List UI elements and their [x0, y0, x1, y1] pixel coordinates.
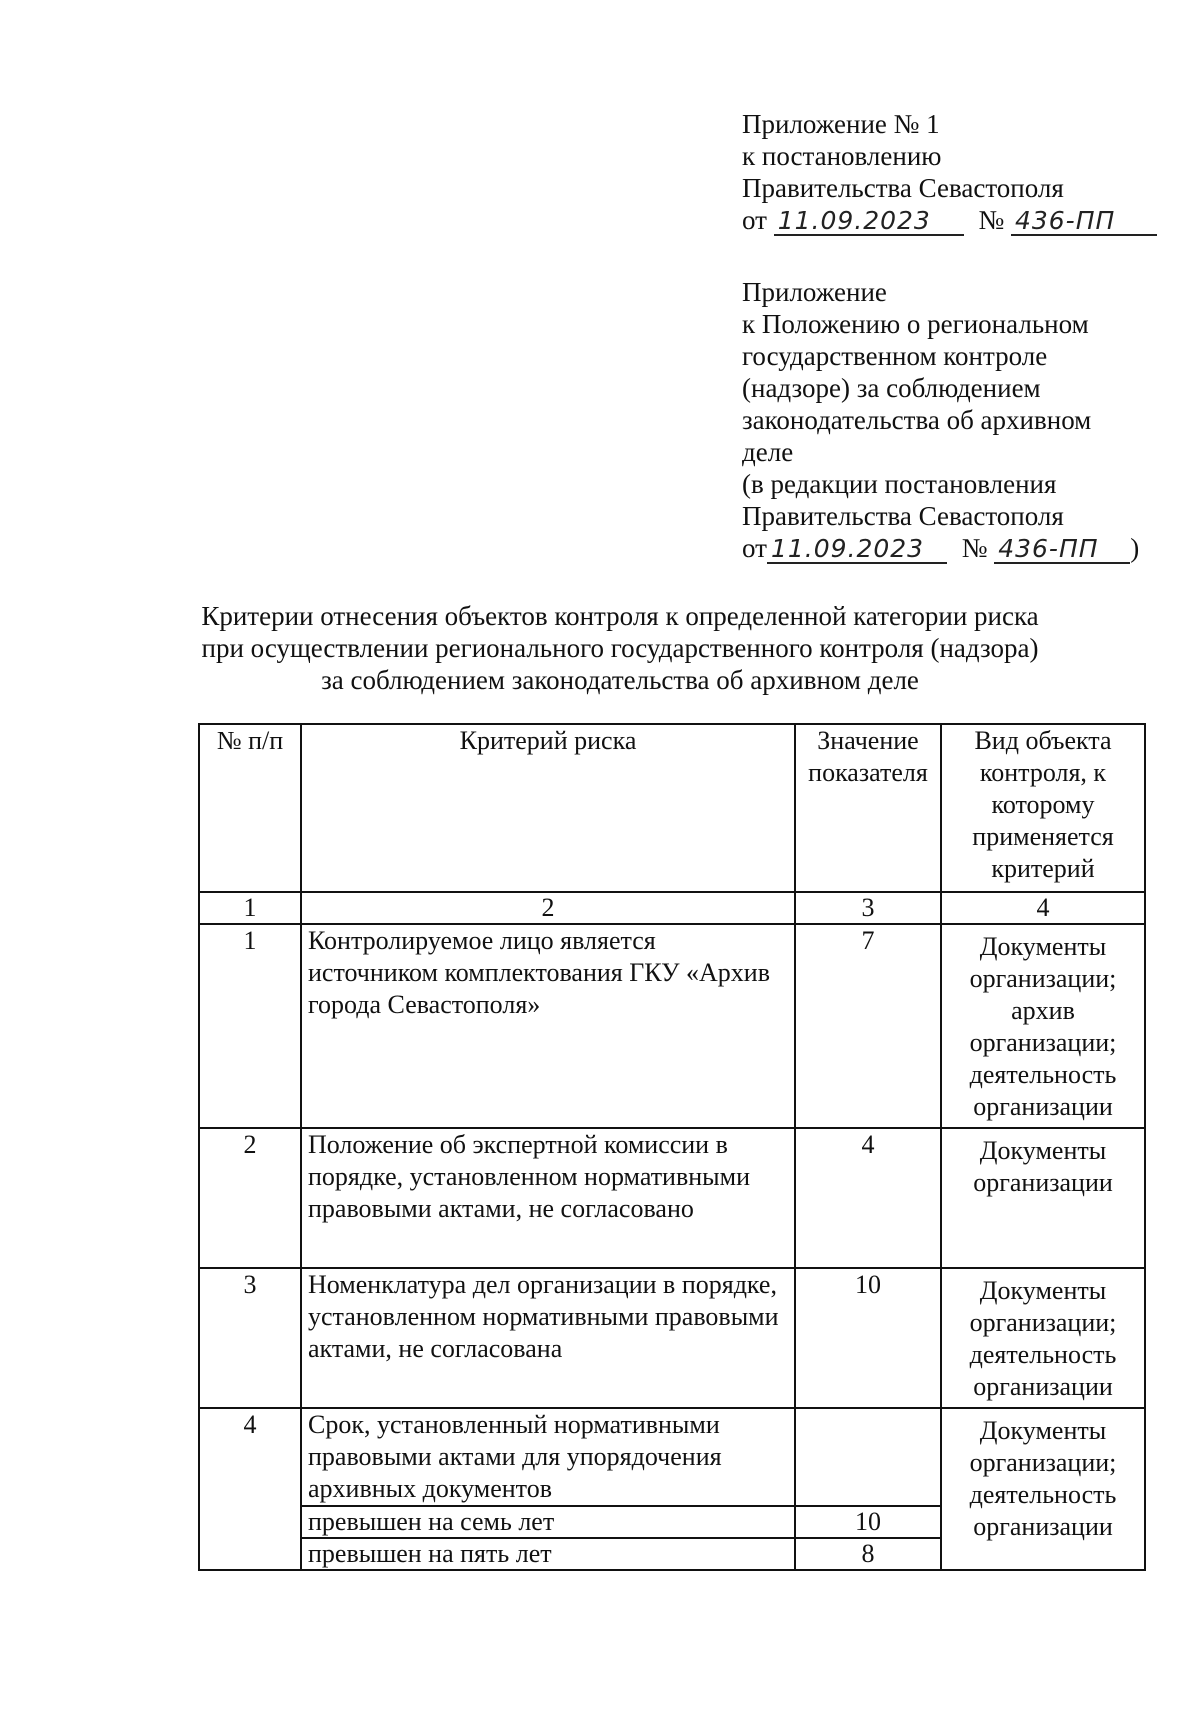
document-title	[180, 600, 1060, 696]
header-object: Вид объекта контроля, к которому применяется критерий	[941, 724, 1145, 892]
sub-appendix-line: (в редакции постановления	[742, 469, 1057, 499]
row-number: 2	[199, 1128, 301, 1268]
row-value: 10	[795, 1268, 941, 1408]
column-number: 3	[795, 892, 941, 924]
sub-appendix-line: государственном контроле	[742, 341, 1048, 371]
table-row	[199, 1268, 1145, 1408]
row-object: Документы организации; деятельность организации	[941, 1408, 1145, 1570]
title-line: за соблюдением законодательства об архивном деле	[321, 665, 919, 695]
sub-appendix-line: к Положению о региональном	[742, 309, 1089, 339]
appendix-line: Правительства Севастополя	[742, 173, 1064, 203]
handwritten-number: 436-ПП	[1011, 208, 1157, 236]
handwritten-date: 11.09.2023	[774, 208, 964, 236]
row-criterion: Контролируемое лицо является источником комплектования ГКУ «Архив города Севастополя»	[301, 924, 795, 1128]
sub-appendix-title: Приложение	[742, 277, 887, 307]
row-number: 4	[199, 1408, 301, 1570]
header-value: Значение показателя	[795, 724, 941, 892]
subrow-value: 8	[795, 1538, 941, 1570]
row-value: 7	[795, 924, 941, 1128]
row-criterion: Номенклатура дел организации в порядке, установленном нормативными правовыми актами, не согласована	[301, 1268, 795, 1408]
sub-appendix-line: законодательства об архивном	[742, 405, 1092, 435]
column-number: 1	[199, 892, 301, 924]
sub-appendix-line: Правительства Севастополя	[742, 501, 1064, 531]
column-number: 4	[941, 892, 1145, 924]
appendix-date-line	[742, 204, 1162, 236]
row-value: 4	[795, 1128, 941, 1268]
number-sign: №	[961, 533, 988, 563]
table-header-row	[199, 724, 1145, 892]
table-row	[199, 1408, 1145, 1506]
row-number: 1	[199, 924, 301, 1128]
subrow-value: 10	[795, 1506, 941, 1538]
title-line: при осуществлении регионального государственного контроля (надзора)	[201, 633, 1039, 663]
column-number-row	[199, 892, 1145, 924]
subrow-criterion: превышен на пять лет	[301, 1538, 795, 1570]
handwritten-number: 436-ПП	[994, 536, 1130, 564]
sub-appendix-line: (надзоре) за соблюдением	[742, 373, 1041, 403]
row-criterion: Положение об экспертной комиссии в порядке, установленном нормативными правовыми актами, не согласовано	[301, 1128, 795, 1268]
sub-appendix-line: деле	[742, 437, 794, 467]
title-line: Критерии отнесения объектов контроля к определенной категории риска	[201, 601, 1039, 631]
table-row	[199, 1128, 1145, 1268]
sub-appendix-date-line	[742, 532, 1162, 564]
risk-criteria-table	[198, 723, 1146, 1571]
date-prefix: от	[742, 205, 767, 235]
number-sign: №	[978, 205, 1005, 235]
row-criterion: Срок, установленный нормативными правовыми актами для упорядочения архивных документов	[301, 1408, 795, 1506]
header-number: № п/п	[199, 724, 301, 892]
date-prefix: от	[742, 533, 767, 563]
appendix-line: к постановлению	[742, 141, 942, 171]
closing-paren: )	[1130, 533, 1140, 563]
table-row	[199, 924, 1145, 1128]
header-criterion: Критерий риска	[301, 724, 795, 892]
handwritten-date: 11.09.2023	[767, 536, 947, 564]
appendix-title: Приложение № 1	[742, 109, 940, 139]
row-number: 3	[199, 1268, 301, 1408]
row-object: Документы организации	[941, 1128, 1145, 1268]
subrow-criterion: превышен на семь лет	[301, 1506, 795, 1538]
column-number: 2	[301, 892, 795, 924]
row-object: Документы организации; архив организации; деятельность организации	[941, 924, 1145, 1128]
row-value	[795, 1408, 941, 1506]
row-object: Документы организации; деятельность организации	[941, 1268, 1145, 1408]
appendix-block	[742, 108, 1162, 564]
